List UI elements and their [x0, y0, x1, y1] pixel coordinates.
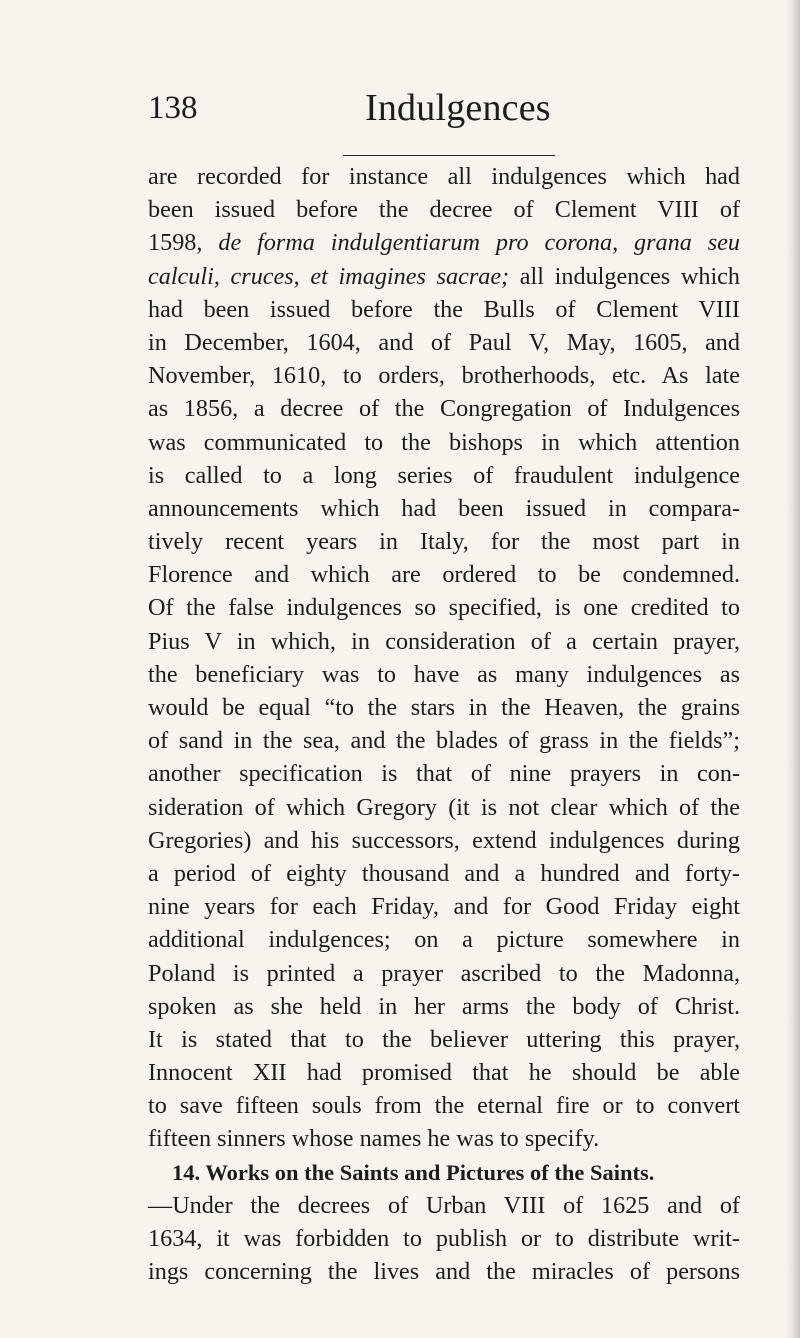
- text-segment: 1598,: [148, 229, 219, 257]
- text-line: in December, 1604, and of Paul V, May, 1605, and: [148, 328, 740, 356]
- text-line: Innocent XII had promised that he should be able: [148, 1059, 740, 1087]
- text-line: additional indulgences; on a picture somewhere in: [148, 926, 740, 954]
- page-header: [148, 88, 728, 138]
- text-line: another specification is that of nine prayers in con-: [148, 760, 740, 788]
- text-line: as 1856, a decree of the Congregation of Indulgences: [148, 395, 740, 423]
- text-line: Poland is printed a prayer ascribed to the Madonna,: [148, 959, 740, 987]
- text-line: —Under the decrees of Urban VIII of 1625 and of: [148, 1191, 740, 1219]
- text-line: November, 1610, to orders, brotherhoods, etc. As late: [148, 362, 740, 390]
- text-line: [148, 260, 740, 293]
- text-line: Florence and which are ordered to be condemned.: [148, 561, 740, 589]
- text-line: 1634, it was forbidden to publish or to distribute writ-: [148, 1225, 740, 1252]
- text-line: announcements which had been issued in compara-: [148, 494, 740, 522]
- text-line: [148, 226, 740, 259]
- running-title: Indulgences: [365, 87, 551, 129]
- text-line: had been issued before the Bulls of Clement VIII: [148, 295, 740, 323]
- text-line: Gregories) and his successors, extend indulgences during: [148, 826, 740, 854]
- text-segment: all indulgences which: [509, 262, 740, 290]
- text-line: to save fifteen souls from the eternal fire or to convert: [148, 1092, 740, 1120]
- text-line: are recorded for instance all indulgences which had: [148, 163, 740, 190]
- text-line: nine years for each Friday, and for Good Friday eight: [148, 893, 740, 921]
- text-line: would be equal “to the stars in the Heaven, the grains: [148, 694, 740, 721]
- italic-latin-title: de forma indulgentiarum pro corona, grana seu: [218, 229, 740, 257]
- text-line: the beneficiary was to have as many indulgences as: [148, 660, 740, 688]
- section-heading: 14. Works on the Saints and Pictures of the Saints.: [172, 1159, 655, 1185]
- text-line: ings concerning the lives and the miracles of persons: [148, 1258, 740, 1286]
- text-line: tively recent years in Italy, for the most part in: [148, 528, 740, 556]
- header-rule: [343, 155, 555, 156]
- text-line: It is stated that to the believer uttering this prayer,: [148, 1025, 740, 1053]
- text-line: sideration of which Gregory (it is not clear which of the: [148, 793, 740, 821]
- text-line: was communicated to the bishops in which attention: [148, 428, 740, 456]
- text-line: a period of eighty thousand and a hundred and forty-: [148, 859, 740, 887]
- text-line: Of the false indulgences so specified, is one credited to: [148, 594, 740, 622]
- italic-latin-title: calculi, cruces, et imagines sacrae;: [148, 262, 510, 290]
- page-edge-shadow: [786, 0, 800, 1338]
- text-line: fifteen sinners whose names he was to specify.: [148, 1125, 600, 1153]
- text-line: is called to a long series of fraudulent indulgence: [148, 461, 740, 489]
- body-text: [148, 160, 740, 1288]
- text-line: been issued before the decree of Clement VIII of: [148, 196, 740, 224]
- text-line: of sand in the sea, and the blades of grass in the fields”;: [148, 727, 740, 755]
- text-line: spoken as she held in her arms the body of Christ.: [148, 992, 740, 1020]
- page-number: 138: [148, 90, 198, 126]
- text-line: Pius V in which, in consideration of a certain prayer,: [148, 627, 740, 655]
